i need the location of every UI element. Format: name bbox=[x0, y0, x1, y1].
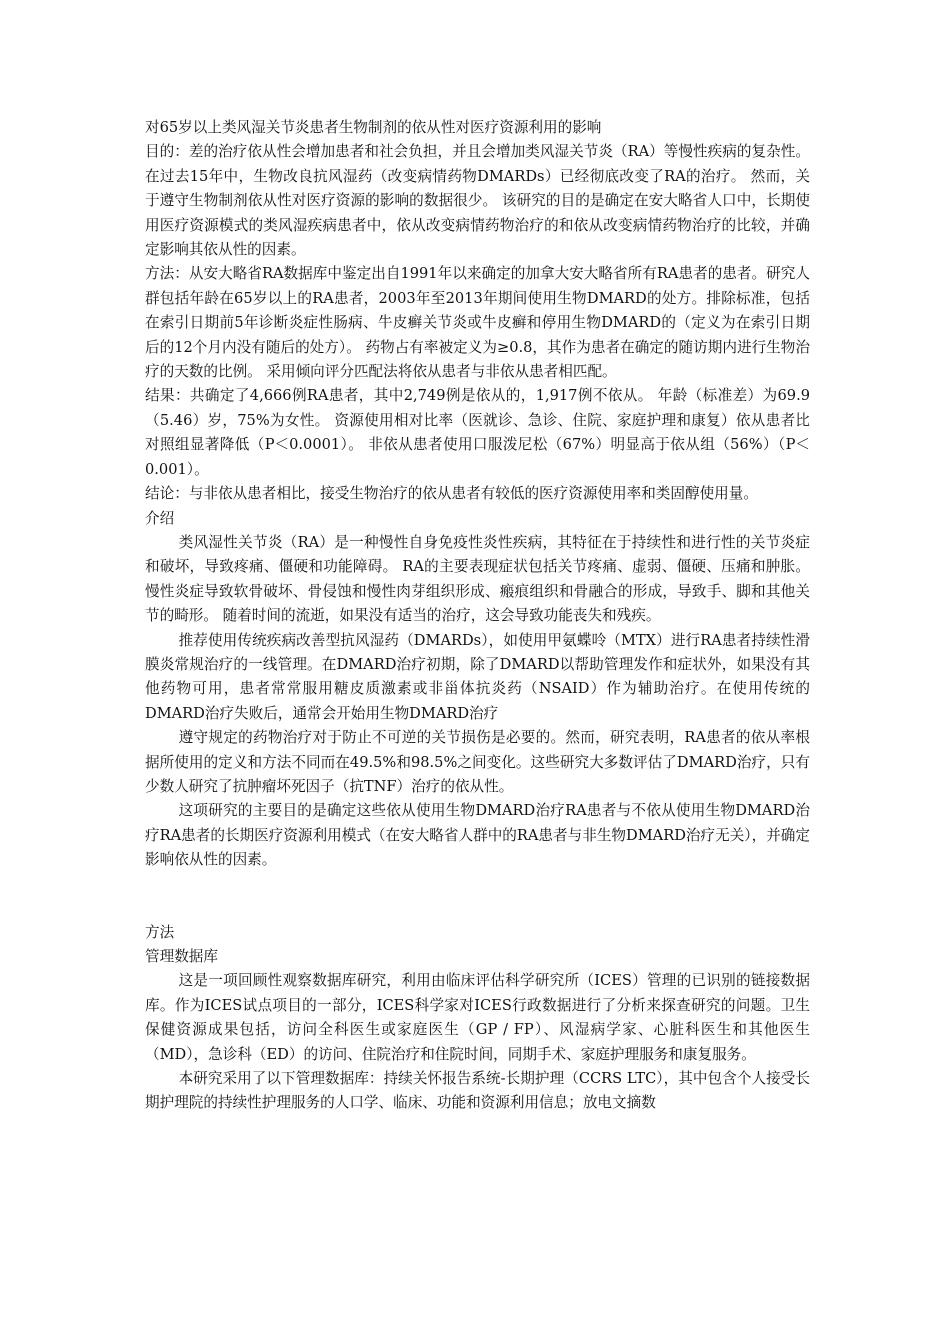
abstract-conclusion: 结论：与非依从患者相比，接受生物治疗的依从患者有较低的医疗资源使用率和类固醇使用量。 bbox=[145, 485, 758, 503]
methods-paragraph: 这是一项回顾性观察数据库研究，利用由临床评估科学研究所（ICES）管理的已识别的链接数据库。作为ICES试点项目的一部分，ICES科学家对ICES行政数据进行了分析来探查研究的问题。卫生保健资源成果包括，访问全科医生或家庭医生（GP / FP）、风湿病学家、心脏科医生和其他医生（MD），急诊科（ED）的访问、住院治疗和住院时间，同期手术、家庭护理服务和康复服务。 bbox=[145, 972, 810, 1063]
document-title: 对65岁以上类风湿关节炎患者生物制剂的依从性对医疗资源利用的影响 bbox=[145, 119, 602, 136]
methods-subheading: 管理数据库 bbox=[145, 948, 218, 965]
methods-heading: 方法 bbox=[145, 923, 175, 941]
methods-paragraph: 本研究采用了以下管理数据库：持续关怀报告系统-长期护理（CCRS LTC），其中包含个人接受长期护理院的持续性护理服务的人口学、临床、功能和资源利用信息；放电文摘数 bbox=[145, 1070, 810, 1112]
abstract-objective: 目的：差的治疗依从性会增加患者和社会负担，并且会增加类风湿关节炎（RA）等慢性疾病的复杂性。 在过去15年中，生物改良抗风湿药（改变病情药物DMARDs）已经彻底改变了RA的治疗。 然而，关于遵守生物制剂依从性对医疗资源的影响的数据很少。 该研究的目的是确定在安大略省人口中，长期使用医疗资源模式的类风湿疾病患者中，依从改变病情药物治疗的和依从改变病情药物治疗的比较，并确定影响其依从性的因素。 bbox=[145, 143, 810, 259]
section-spacer bbox=[145, 873, 810, 921]
introduction-paragraph: 遵守规定的药物治疗对于防止不可逆的关节损伤是必要的。然而，研究表明，RA患者的依从率根据所使用的定义和方法不同而在49.5%和98.5%之间变化。这些研究大多数评估了DMARD治疗，只有少数人研究了抗肿瘤坏死因子（抗TNF）治疗的依从性。 bbox=[145, 729, 810, 795]
introduction-paragraph: 类风湿性关节炎（RA）是一种慢性自身免疫性炎性疾病，其特征在于持续性和进行性的关节炎症和破坏，导致疼痛、僵硬和功能障碍。 RA的主要表现症状包括关节疼痛、虚弱、僵硬、压痛和肿胀。 慢性炎症导致软骨破坏、骨侵蚀和慢性肉芽组织形成、瘢痕组织和骨融合的形成，导致手、脚和其他关节的畸形。 随着时间的流逝，如果没有适当的治疗，这会导致功能丧失和残疾。 bbox=[145, 533, 810, 625]
introduction-paragraph: 推荐使用传统疾病改善型抗风湿药（DMARDs），如使用甲氨蝶呤（MTX）进行RA患者持续性滑膜炎常规治疗的一线管理。在DMARD治疗初期，除了DMARD以帮助管理发作和症状外，如果没有其他药物可用，患者常常服用糖皮质激素或非甾体抗炎药（NSAID）作为辅助治疗。在使用传统的DMARD治疗失败后，通常会开始用生物DMARD治疗 bbox=[145, 631, 810, 722]
introduction-heading: 介绍 bbox=[145, 509, 175, 527]
abstract-results: 结果：共确定了4,666例RA患者，其中2,749例是依从的，1,917例不依从。 年龄（标准差）为69.9（5.46）岁，75%为女性。 资源使用相对比率（医就诊、急诊、住院、家庭护理和康复）依从患者比对照组显著降低（P＜0.0001）。 非依从患者使用口服泼尼松（67%）明显高于依从组（56%）（P＜0.001）。 bbox=[145, 387, 810, 478]
document-body bbox=[145, 116, 810, 1116]
introduction-paragraph: 这项研究的主要目的是确定这些依从使用生物DMARD治疗RA患者与不依从使用生物DMARD治疗RA患者的长期医疗资源利用模式（在安大略省人群中的RA患者与非生物DMARD治疗无关），并确定影响依从性的因素。 bbox=[145, 802, 810, 869]
abstract-methods: 方法：从安大略省RA数据库中鉴定出自1991年以来确定的加拿大安大略省所有RA患者的患者。研究人群包括年龄在65岁以上的RA患者，2003年至2013年期间使用生物DMARD的处方。排除标准，包括在索引日期前5年诊断炎症性肠病、牛皮癣关节炎或牛皮癣和停用生物DMARD的（定义为在索引日期后的12个月内没有随后的处方）。 药物占有率被定义为≥0.8，其作为患者在确定的随访期内进行生物治疗的天数的比例。 采用倾向评分匹配法将依从患者与非依从患者相匹配。 bbox=[145, 265, 810, 381]
